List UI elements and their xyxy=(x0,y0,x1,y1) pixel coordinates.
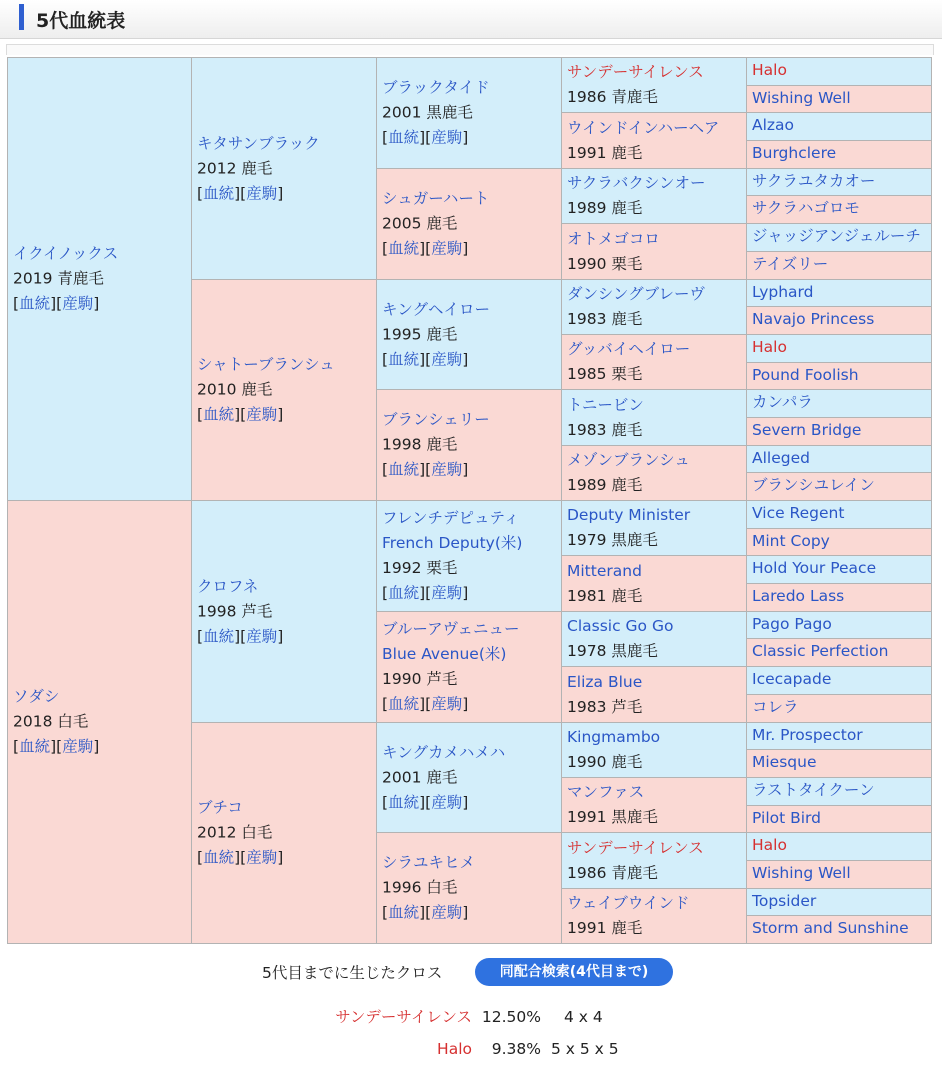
pedigree-cell-gen5 xyxy=(746,279,932,307)
horse-birth-color: 1990 芦毛 xyxy=(382,670,458,688)
horse-name-link[interactable]: Halo xyxy=(752,836,787,854)
horse-name-link[interactable]: Topsider xyxy=(752,892,817,910)
pedigree-cell-gen2 xyxy=(191,279,377,501)
pedigree-cell-gen5 xyxy=(746,805,932,833)
horse-name-link[interactable]: シラユキヒメ xyxy=(382,853,476,872)
bloodline-link[interactable]: 血統 xyxy=(388,793,420,811)
foals-link[interactable]: 産駒 xyxy=(431,350,463,368)
horse-name-link[interactable]: キタサンブラック xyxy=(197,134,320,152)
horse-name-link[interactable]: Kingmambo xyxy=(567,728,661,746)
horse-name-link[interactable]: シャトーブランシュ xyxy=(197,355,335,374)
pedigree-cell-gen3 xyxy=(376,57,562,169)
horse-name-link[interactable]: ダンシングブレーヴ xyxy=(567,285,705,303)
pedigree-cell-gen3 xyxy=(376,722,562,833)
cross-horse-name[interactable]: Halo xyxy=(437,1040,472,1058)
horse-name-link[interactable]: ラストタイクーン xyxy=(752,781,875,799)
pedigree-links: [血統][産駒] xyxy=(382,695,469,713)
pedigree-cell-gen5 xyxy=(746,888,932,916)
pedigree-cell-gen4 xyxy=(561,279,747,335)
horse-birth-color: 1983 鹿毛 xyxy=(567,310,643,328)
bloodline-link[interactable]: 血統 xyxy=(203,627,235,645)
pedigree-links: [血統][産駒] xyxy=(197,405,284,424)
foals-link[interactable]: 産駒 xyxy=(431,239,463,258)
cross-percent: 12.50% xyxy=(481,1008,541,1026)
horse-name-link[interactable]: Deputy Minister xyxy=(567,506,691,524)
horse-birth-color: 1978 黒鹿毛 xyxy=(567,642,658,660)
pedigree-cell-gen4 xyxy=(561,722,747,778)
horse-name-link[interactable]: クロフネ xyxy=(197,577,259,595)
horse-birth-color: 1986 青鹿毛 xyxy=(567,88,658,106)
pedigree-links: [血統][産駒] xyxy=(197,627,284,645)
horse-birth-color: 1998 鹿毛 xyxy=(382,435,458,454)
foals-link[interactable]: 産駒 xyxy=(246,405,278,424)
horse-name-link[interactable]: Burghclere xyxy=(752,144,837,162)
horse-name-link[interactable]: サクラバクシンオー xyxy=(567,174,706,192)
horse-name-link[interactable]: Severn Bridge xyxy=(752,421,862,439)
horse-name-link[interactable]: Miesque xyxy=(752,753,817,771)
foals-link[interactable]: 産駒 xyxy=(431,793,463,811)
pedigree-links: [血統][産駒] xyxy=(197,848,284,867)
horse-birth-color: 1990 栗毛 xyxy=(567,254,643,273)
pedigree-cell-gen4 xyxy=(561,168,747,224)
bloodline-link[interactable]: 血統 xyxy=(388,695,420,713)
horse-birth-color: 1990 鹿毛 xyxy=(567,753,643,771)
horse-birth-color: 2005 鹿毛 xyxy=(382,214,458,233)
pedigree-links: [血統][産駒] xyxy=(382,460,469,479)
horse-name-link[interactable]: ジャッジアンジェルーチ xyxy=(752,227,921,245)
horse-name-link[interactable]: オトメゴコロ xyxy=(567,229,660,248)
horse-name-link[interactable]: サクラハゴロモ xyxy=(752,199,860,217)
bloodline-link[interactable]: 血統 xyxy=(388,128,420,147)
pedigree-cell-gen5 xyxy=(746,417,932,446)
horse-birth-color: 2018 白毛 xyxy=(13,712,89,731)
horse-name-link[interactable]: グッバイヘイロー xyxy=(567,340,691,358)
pedigree-cell-gen5 xyxy=(746,860,932,889)
pedigree-cell-gen5 xyxy=(746,722,932,750)
horse-name-link[interactable]: Alzao xyxy=(752,116,795,134)
horse-name-link[interactable]: ブランシェリー xyxy=(382,410,490,429)
page-title: 5代血統表 xyxy=(36,10,126,32)
horse-name-link[interactable]: Lyphard xyxy=(752,283,814,301)
horse-name-link[interactable]: Pound Foolish xyxy=(752,366,859,384)
pedigree-cell-gen4 xyxy=(561,777,747,833)
bloodline-link[interactable]: 血統 xyxy=(203,848,235,867)
pedigree-cell-gen3 xyxy=(376,168,562,280)
horse-name-link[interactable]: Navajo Princess xyxy=(752,310,875,328)
pedigree-cell-gen5 xyxy=(746,334,932,363)
pedigree-cell-gen5 xyxy=(746,306,932,335)
pedigree-cell-gen5 xyxy=(746,112,932,141)
foals-link[interactable]: 産駒 xyxy=(246,627,278,645)
horse-birth-color: 2001 鹿毛 xyxy=(382,768,458,786)
pedigree-cell-gen2 xyxy=(191,500,377,723)
bloodline-link[interactable]: 血統 xyxy=(388,584,420,602)
pedigree-cell-gen3 xyxy=(376,500,562,612)
pedigree-cell-gen4 xyxy=(561,389,747,446)
pedigree-cell-gen5 xyxy=(746,223,932,252)
horse-name-link[interactable]: Vice Regent xyxy=(752,504,845,522)
horse-name-link[interactable]: ソダシ xyxy=(13,687,60,706)
horse-name-link[interactable]: Mr. Prospector xyxy=(752,726,863,744)
horse-birth-color: 1996 白毛 xyxy=(382,878,458,897)
pedigree-cell-gen1 xyxy=(7,57,192,501)
pedigree-cell-gen5 xyxy=(746,195,932,224)
cross-pattern: 4 x 4 xyxy=(564,1008,603,1026)
bloodline-link[interactable]: 血統 xyxy=(19,294,51,313)
horse-name-link[interactable]: Mitterand xyxy=(567,561,642,580)
pedigree-cell-gen5 xyxy=(746,251,932,280)
pedigree-links: [血統][産駒] xyxy=(382,584,469,602)
foals-link[interactable]: 産駒 xyxy=(62,737,94,756)
cross-percent: 9.38% xyxy=(491,1040,541,1058)
horse-name-link[interactable]: メゾンブランシュ xyxy=(567,451,690,469)
foals-link[interactable]: 産駒 xyxy=(431,128,463,147)
pedigree-links: [血統][産駒] xyxy=(382,903,469,922)
pedigree-links: [血統][産駒] xyxy=(13,294,100,313)
foals-link[interactable]: 産駒 xyxy=(246,184,278,202)
horse-birth-color: 2012 鹿毛 xyxy=(197,159,273,177)
bloodline-link[interactable]: 血統 xyxy=(388,460,420,479)
horse-birth-color: 1992 栗毛 xyxy=(382,559,458,577)
pedigree-cell-gen5 xyxy=(746,749,932,778)
foals-link[interactable]: 産駒 xyxy=(62,294,94,313)
horse-birth-color: 1983 芦毛 xyxy=(567,697,643,716)
horse-name-link[interactable]: カンパラ xyxy=(752,393,813,411)
pedigree-cell-gen1 xyxy=(7,500,192,944)
horse-name-link[interactable]: マンファス xyxy=(567,783,645,801)
pedigree-cell-gen4 xyxy=(561,500,747,556)
horse-name-link[interactable]: コレラ xyxy=(752,698,799,716)
bloodline-link[interactable]: 血統 xyxy=(388,350,420,368)
horse-birth-color: 2019 青鹿毛 xyxy=(13,269,104,288)
pedigree-cell-gen4 xyxy=(561,445,747,501)
horse-name-link[interactable]: キングヘイロー xyxy=(382,300,491,318)
horse-birth-color: 1998 芦毛 xyxy=(197,602,273,620)
horse-name-link[interactable]: トニービン xyxy=(567,395,644,414)
horse-name-link[interactable]: Alleged xyxy=(752,449,810,467)
pedigree-cell-gen5 xyxy=(746,389,932,418)
horse-name-link[interactable]: Wishing Well xyxy=(752,864,851,882)
horse-name-link[interactable]: ブラックタイド xyxy=(382,78,490,97)
pedigree-cell-gen3 xyxy=(376,611,562,723)
pedigree-cell-gen4 xyxy=(561,555,747,612)
pedigree-cell-gen5 xyxy=(746,85,932,113)
pedigree-cell-gen5 xyxy=(746,832,932,861)
horse-name-link[interactable]: サンデーサイレンス xyxy=(567,63,704,81)
pedigree-links: [血統][産駒] xyxy=(382,128,469,147)
horse-name-link[interactable]: Laredo Lass xyxy=(752,587,845,605)
foals-link[interactable]: 産駒 xyxy=(431,903,463,922)
horse-name-link[interactable]: キングカメハメハ xyxy=(382,743,506,761)
pedigree-links: [血統][産駒] xyxy=(382,239,469,258)
horse-name-link[interactable]: テイズリー xyxy=(752,255,829,273)
horse-name-alt-link[interactable]: French Deputy(米) xyxy=(382,534,523,552)
horse-birth-color: 1989 鹿毛 xyxy=(567,476,643,494)
horse-birth-color: 2012 白毛 xyxy=(197,823,273,842)
pedigree-links: [血統][産駒] xyxy=(382,350,469,368)
pedigree-cell-gen5 xyxy=(746,777,932,806)
horse-birth-color: 1979 黒鹿毛 xyxy=(567,531,658,549)
pedigree-cell-gen4 xyxy=(561,223,747,280)
pedigree-cell-gen4 xyxy=(561,112,747,169)
cross-label: 5代目までに生じたクロス xyxy=(262,964,443,982)
pedigree-cell-gen2 xyxy=(191,722,377,944)
pedigree-cell-gen5 xyxy=(746,445,932,473)
horse-name-link[interactable]: Pilot Bird xyxy=(752,809,821,827)
horse-birth-color: 1981 鹿毛 xyxy=(567,586,643,605)
pedigree-cell-gen4 xyxy=(561,611,747,667)
horse-name-link[interactable]: サクラユタカオー xyxy=(752,172,876,190)
same-mating-search-button[interactable]: 同配合検索(4代目まで) xyxy=(475,958,673,986)
pedigree-cell-gen3 xyxy=(376,832,562,944)
pedigree-cell-gen4 xyxy=(561,832,747,889)
horse-name-link[interactable]: ウェイブウインド xyxy=(567,894,690,912)
horse-birth-color: 1985 栗毛 xyxy=(567,365,643,383)
pedigree-cell-gen5 xyxy=(746,583,932,612)
pedigree-cell-gen4 xyxy=(561,57,747,113)
horse-name-link[interactable]: Icecapade xyxy=(752,670,832,688)
foals-link[interactable]: 産駒 xyxy=(431,460,463,479)
horse-name-link[interactable]: Classic Perfection xyxy=(752,642,889,660)
bloodline-link[interactable]: 血統 xyxy=(203,405,235,424)
pedigree-cell-gen5 xyxy=(746,555,932,584)
pedigree-cell-gen5 xyxy=(746,528,932,556)
pedigree-cell-gen5 xyxy=(746,638,932,667)
pedigree-cell-gen2 xyxy=(191,57,377,280)
pedigree-cell-gen5 xyxy=(746,611,932,639)
horse-birth-color: 1983 鹿毛 xyxy=(567,420,643,439)
bloodline-link[interactable]: 血統 xyxy=(388,903,420,922)
horse-name-link[interactable]: サンデーサイレンス xyxy=(567,838,704,857)
pedigree-cell-gen5 xyxy=(746,168,932,196)
horse-name-link[interactable]: Halo xyxy=(752,61,787,79)
horse-name-link[interactable]: ウインドインハーヘア xyxy=(567,118,720,137)
horse-name-alt-link[interactable]: Blue Avenue(米) xyxy=(382,645,507,663)
horse-name-link[interactable]: Mint Copy xyxy=(752,532,830,550)
horse-birth-color: 1986 青鹿毛 xyxy=(567,863,658,882)
pedigree-links: [血統][産駒] xyxy=(13,737,100,756)
horse-birth-color: 1989 鹿毛 xyxy=(567,199,643,217)
bloodline-link[interactable]: 血統 xyxy=(203,184,235,202)
pedigree-cell-gen3 xyxy=(376,279,562,390)
pedigree-cell-gen4 xyxy=(561,888,747,944)
horse-name-link[interactable]: フレンチデピュティ xyxy=(382,509,520,527)
foals-link[interactable]: 産駒 xyxy=(431,695,463,713)
pedigree-cell-gen5 xyxy=(746,915,932,944)
cross-pattern: 5 x 5 x 5 xyxy=(551,1040,619,1058)
horse-name-link[interactable]: Eliza Blue xyxy=(567,672,643,691)
horse-name-link[interactable]: ブランシユレイン xyxy=(752,476,875,494)
horse-birth-color: 1991 黒鹿毛 xyxy=(567,808,658,826)
horse-birth-color: 1991 鹿毛 xyxy=(567,919,643,937)
horse-name-link[interactable]: ブルーアヴェニュー xyxy=(382,620,520,638)
cross-horse-name[interactable]: サンデーサイレンス xyxy=(335,1008,472,1026)
horse-name-link[interactable]: Wishing Well xyxy=(752,89,851,107)
horse-name-link[interactable]: Hold Your Peace xyxy=(752,559,877,577)
horse-name-link[interactable]: イクイノックス xyxy=(13,244,119,263)
pedigree-cell-gen5 xyxy=(746,666,932,695)
bloodline-link[interactable]: 血統 xyxy=(19,737,51,756)
foals-link[interactable]: 産駒 xyxy=(431,584,463,602)
pedigree-cell-gen5 xyxy=(746,500,932,529)
pedigree-links: [血統][産駒] xyxy=(197,184,284,202)
pedigree-links: [血統][産駒] xyxy=(382,793,469,811)
pedigree-cell-gen5 xyxy=(746,694,932,723)
bloodline-link[interactable]: 血統 xyxy=(388,239,420,258)
horse-name-link[interactable]: Classic Go Go xyxy=(567,617,674,635)
horse-birth-color: 2010 鹿毛 xyxy=(197,380,273,399)
horse-name-link[interactable]: ブチコ xyxy=(197,798,243,817)
horse-name-link[interactable]: シュガーハート xyxy=(382,189,490,208)
pedigree-cell-gen5 xyxy=(746,472,932,501)
horse-name-link[interactable]: Halo xyxy=(752,338,787,356)
horse-name-link[interactable]: Storm and Sunshine xyxy=(752,919,909,937)
horse-birth-color: 1995 鹿毛 xyxy=(382,325,458,343)
pedigree-cell-gen5 xyxy=(746,140,932,169)
horse-birth-color: 1991 鹿毛 xyxy=(567,143,643,162)
pedigree-cell-gen4 xyxy=(561,666,747,723)
horse-birth-color: 2001 黒鹿毛 xyxy=(382,103,473,122)
horse-name-link[interactable]: Pago Pago xyxy=(752,615,832,633)
foals-link[interactable]: 産駒 xyxy=(246,848,278,867)
pedigree-cell-gen4 xyxy=(561,334,747,390)
pedigree-cell-gen5 xyxy=(746,362,932,390)
pedigree-cell-gen3 xyxy=(376,389,562,501)
pedigree-cell-gen5 xyxy=(746,57,932,86)
